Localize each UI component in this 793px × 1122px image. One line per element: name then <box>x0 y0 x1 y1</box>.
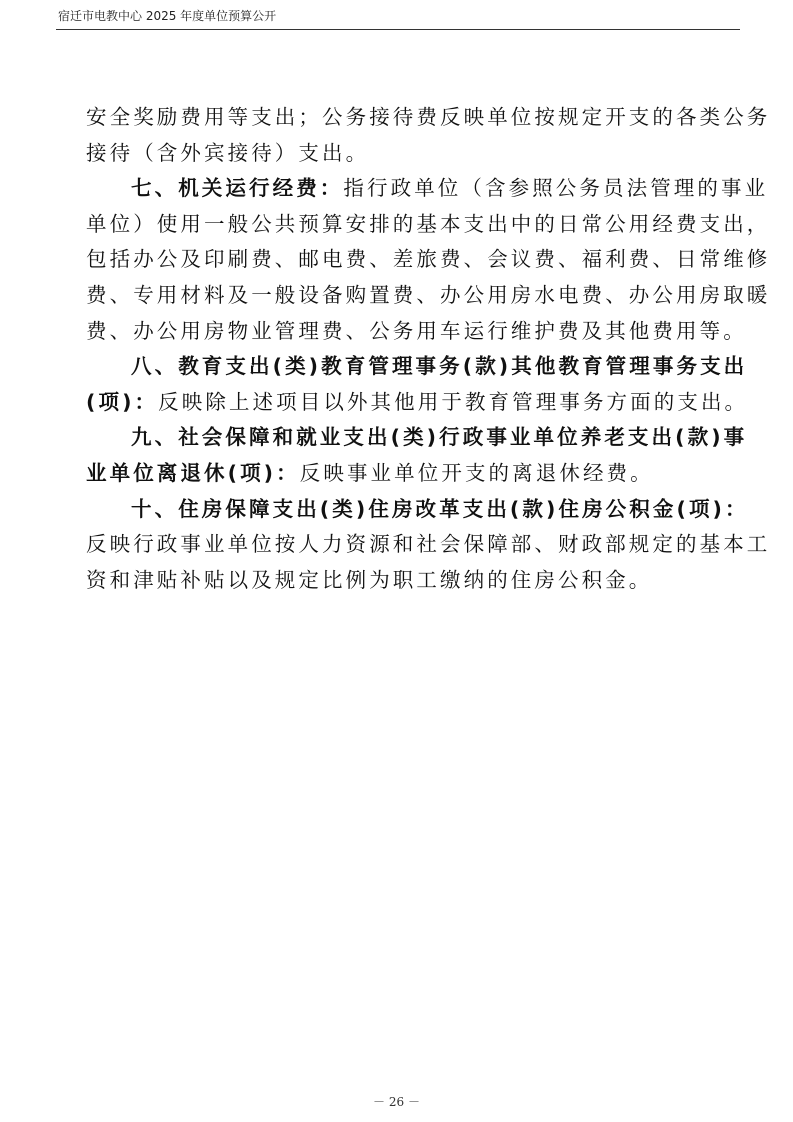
text-line <box>86 385 749 421</box>
section-text: 反映除上述项目以外其他用于教育管理事务方面的支出。 <box>158 389 749 414</box>
paragraph-section-9 <box>86 420 748 491</box>
text-line: 费、办公用房物业管理费、公务用车运行维护费及其他费用等。 <box>86 318 747 343</box>
text-line: 包括办公及印刷费、邮电费、差旅费、会议费、福利费、日常维修 <box>86 247 771 272</box>
paragraph-section-7 <box>86 171 771 349</box>
section-heading: 业单位离退休(项)： <box>86 460 300 485</box>
section-text: 指行政单位（含参照公务员法管理的事业 <box>343 176 769 201</box>
text-line <box>86 456 708 492</box>
section-text: 反映事业单位开支的离退休经费。 <box>299 460 654 485</box>
header-divider <box>56 29 740 30</box>
document-header-title: 宿迁市电教中心 2025 年度单位预算公开 <box>58 9 277 23</box>
document-body <box>86 100 771 598</box>
section-heading: 七、机关运行经费： <box>131 176 344 201</box>
section-heading: 八、教育支出(类)教育管理事务(款)其他教育管理事务支出 <box>131 354 748 379</box>
paragraph-section-8 <box>86 349 749 420</box>
text-line: 单位）使用一般公共预算安排的基本支出中的日常公用经费支出， <box>86 211 771 236</box>
text-line: 费、专用材料及一般设备购置费、办公用房水电费、办公用房取暖 <box>86 282 771 307</box>
paragraph-section-10 <box>86 492 771 599</box>
text-line: 资和津贴补贴以及规定比例为职工缴纳的住房公积金。 <box>86 567 653 592</box>
text-line <box>86 171 769 207</box>
text-line: 安全奖励费用等支出；公务接待费反映单位按规定开支的各类公务 <box>86 105 771 129</box>
section-heading: 九、社会保障和就业支出(类)行政事业单位养老支出(款)事 <box>131 425 748 450</box>
paragraph-expense-explanation <box>86 100 771 171</box>
page-number: － 26 － <box>373 1095 420 1109</box>
text-line: 反映行政事业单位按人力资源和社会保障部、财政部规定的基本工 <box>86 532 771 557</box>
text-line: 接待（含外宾接待）支出。 <box>86 140 370 165</box>
section-heading: 十、住房保障支出(类)住房改革支出(款)住房公积金(项)： <box>131 496 749 521</box>
section-heading: (项)： <box>86 389 159 414</box>
